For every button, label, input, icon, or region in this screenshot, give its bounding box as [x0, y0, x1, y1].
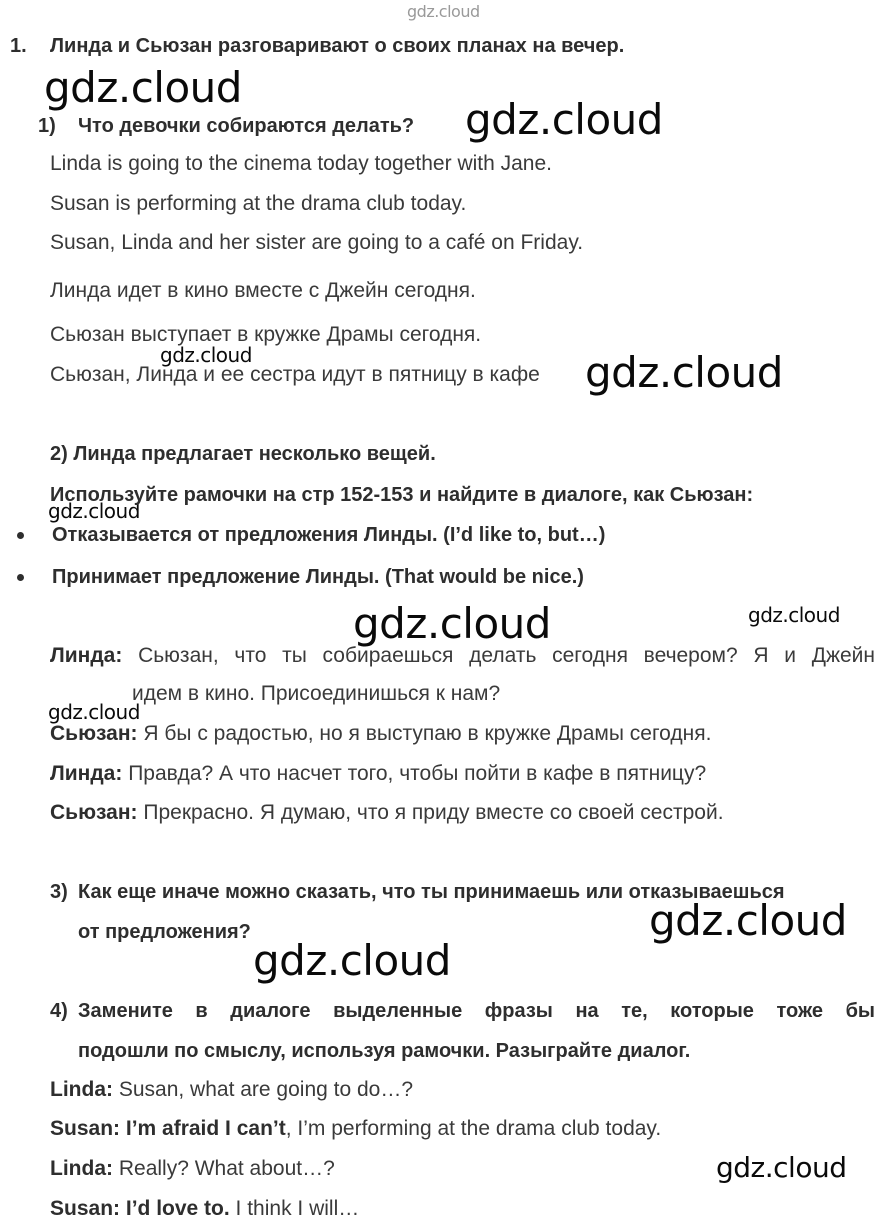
watermark: gdz.cloud	[748, 603, 840, 627]
q4-label: 4)	[50, 1000, 68, 1022]
q3-line-2: от предложения?	[78, 921, 251, 943]
watermark: gdz.cloud	[585, 348, 783, 397]
dialog-en-line-1	[50, 1077, 413, 1103]
watermark: gdz.cloud	[253, 936, 451, 985]
q3-line-1: Как еще иначе можно сказать, что ты принимаешь или отказываешься	[78, 881, 785, 903]
dialog-ru-line-4	[50, 800, 724, 826]
answer-ru-3: Сьюзан, Линда и ее сестра идут в пятницу в кафе	[50, 363, 540, 386]
dialog-en-line-4	[50, 1196, 359, 1222]
speaker: Линда:	[50, 644, 123, 667]
highlighted-phrase: I’m afraid I can’t	[125, 1117, 286, 1140]
line-text: Really? What about…?	[118, 1157, 335, 1180]
dialog-en-line-3	[50, 1156, 335, 1182]
q2-bullet-2: Принимает предложение Линды. (That would be nice.)	[52, 566, 584, 588]
q1-question: Что девочки собираются делать?	[78, 115, 415, 137]
watermark-top: gdz.cloud	[407, 2, 480, 21]
bullet-2	[17, 574, 24, 581]
watermark: gdz.cloud	[160, 343, 252, 367]
line-text: , I’m performing at the drama club today.	[285, 1117, 662, 1140]
bullet-1	[17, 532, 24, 539]
watermark: gdz.cloud	[48, 700, 140, 724]
watermark: gdz.cloud	[48, 499, 140, 523]
line-text: Я бы с радостью, но я выступаю в кружке Драмы сегодня.	[143, 722, 712, 745]
speaker: Сьюзан:	[50, 722, 138, 745]
speaker: Susan:	[50, 1117, 121, 1140]
q3-label: 3)	[50, 881, 68, 903]
watermark: gdz.cloud	[44, 63, 242, 112]
task-number: 1.	[10, 35, 27, 57]
watermark: gdz.cloud	[649, 896, 847, 945]
q1-label: 1)	[38, 115, 56, 137]
q2-instruction: Используйте рамочки на стр 152-153 и найдите в диалоге, как Сьюзан:	[50, 484, 754, 506]
dialog-ru-line-1	[50, 643, 875, 669]
line-text: Susan, what are going to do…?	[118, 1078, 414, 1101]
highlighted-phrase: I’d love to.	[125, 1197, 230, 1220]
speaker: Linda:	[50, 1157, 113, 1180]
q4-line-1: Замените в диалоге выделенные фразы на те, которые тоже бы	[78, 1000, 875, 1022]
speaker: Linda:	[50, 1078, 113, 1101]
speaker: Линда:	[50, 762, 123, 785]
line-text: Сьюзан, что ты собираешься делать сегодня вечером? Я и Джейн	[138, 644, 875, 667]
q2-bullet-1: Отказывается от предложения Линды. (I’d like to, but…)	[52, 524, 606, 546]
dialog-en-line-2	[50, 1116, 661, 1142]
line-text: Прекрасно. Я думаю, что я приду вместе со своей сестрой.	[143, 801, 724, 824]
dialog-ru-line-2	[50, 721, 711, 747]
dialog-ru-line-3	[50, 761, 706, 787]
answer-en-1: Linda is going to the cinema today together with Jane.	[50, 152, 552, 175]
answer-ru-1: Линда идет в кино вместе с Джейн сегодня.	[50, 279, 476, 302]
dialog-ru-line-1-cont: идем в кино. Присоединишься к нам?	[132, 682, 501, 705]
q2-heading: 2) Линда предлагает несколько вещей.	[50, 443, 436, 465]
watermark: gdz.cloud	[353, 599, 551, 648]
watermark: gdz.cloud	[716, 1151, 847, 1184]
speaker: Susan:	[50, 1197, 121, 1220]
q4-line-2: подошли по смыслу, используя рамочки. Разыграйте диалог.	[78, 1040, 691, 1062]
line-text: Правда? А что насчет того, чтобы пойти в кафе в пятницу?	[128, 762, 707, 785]
speaker: Сьюзан:	[50, 801, 138, 824]
task-title: Линда и Сьюзан разговаривают о своих планах на вечер.	[50, 35, 625, 57]
answer-en-3: Susan, Linda and her sister are going to a café on Friday.	[50, 231, 584, 254]
line-text: I think I will…	[235, 1197, 360, 1220]
answer-en-2: Susan is performing at the drama club today.	[50, 192, 467, 215]
watermark: gdz.cloud	[465, 95, 663, 144]
answer-ru-2: Сьюзан выступает в кружке Драмы сегодня.	[50, 323, 482, 346]
